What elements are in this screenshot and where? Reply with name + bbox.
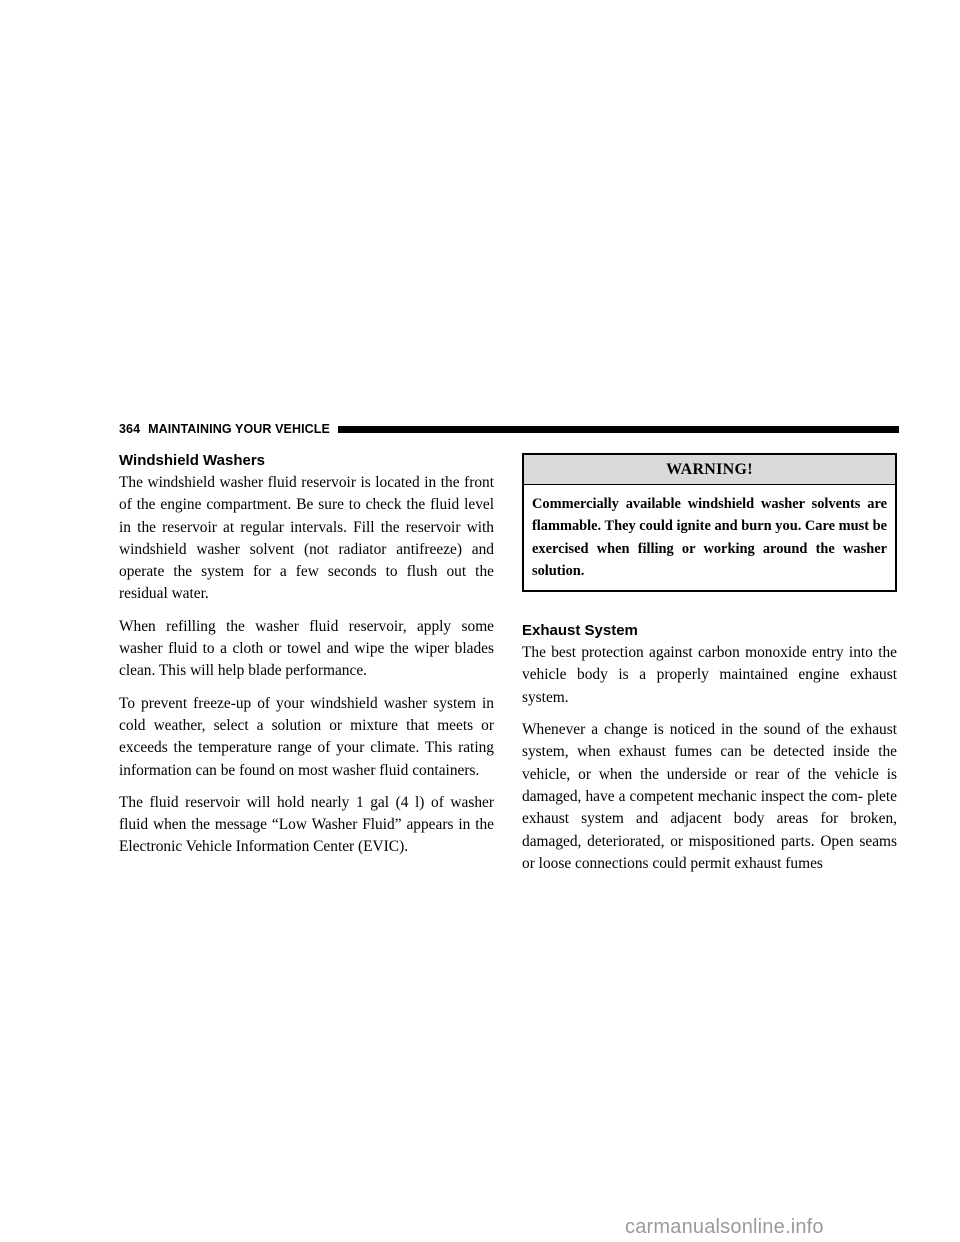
paragraph: When refilling the washer fluid reservoir, apply some washer fluid to a cloth or towel and wipe the wiper blades clean. This will help blade performance. — [119, 617, 494, 680]
paragraph: The best protection against carbon monoxide entry into the vehicle body is a properly maintained engine exhaust system. — [522, 644, 897, 706]
warning-title: WARNING! — [524, 455, 895, 485]
left-column — [119, 452, 494, 869]
warning-box — [522, 453, 897, 592]
paragraph: The fluid reservoir will hold nearly 1 gal (4 l) of washer fluid when the message “Low Washer Fluid” appears in the Electronic Vehicle Information Center (EVIC). — [119, 793, 494, 856]
warning-text: Commercially available windshield washer solvents are flammable. They could ignite and burn you. Care must be exercised when filling or working around the washer solution. — [532, 496, 887, 579]
windshield-washers-heading: Windshield Washers — [119, 452, 266, 469]
paragraph: Whenever a change is noticed in the sound of the exhaust system, when exhaust fumes can be detected inside the vehicle, or when the underside or rear of the vehicle is damaged, have a competent mechanic inspect the com- plete exhaust system and adjacent body areas for broken, damaged, deteriorated, or mispositioned parts. Open seams or loose connections could permit exhaust fumes — [522, 721, 897, 872]
right-column — [522, 452, 897, 885]
header-rule — [338, 426, 899, 433]
exhaust-system-heading: Exhaust System — [522, 622, 638, 640]
paragraph: The windshield washer fluid reservoir is located in the front of the engine compartment. Be sure to check the fluid level in the reservoir at regular intervals. Fill the reservoir with windshield washer solvent (not radiator antifreeze) and operate the system for a few seconds to flush out the residual water. — [119, 474, 494, 603]
paragraph: To prevent freeze-up of your windshield washer system in cold weather, select a solution or mixture that meets or exceeds the temperature range of your climate. This rating information can be found on most washer fluid containers. — [119, 694, 494, 779]
section-title: MAINTAINING YOUR VEHICLE — [148, 422, 330, 436]
page-number: 364 — [119, 422, 141, 436]
page-header — [119, 421, 899, 437]
watermark: carmanualsonline.info — [625, 1216, 824, 1238]
